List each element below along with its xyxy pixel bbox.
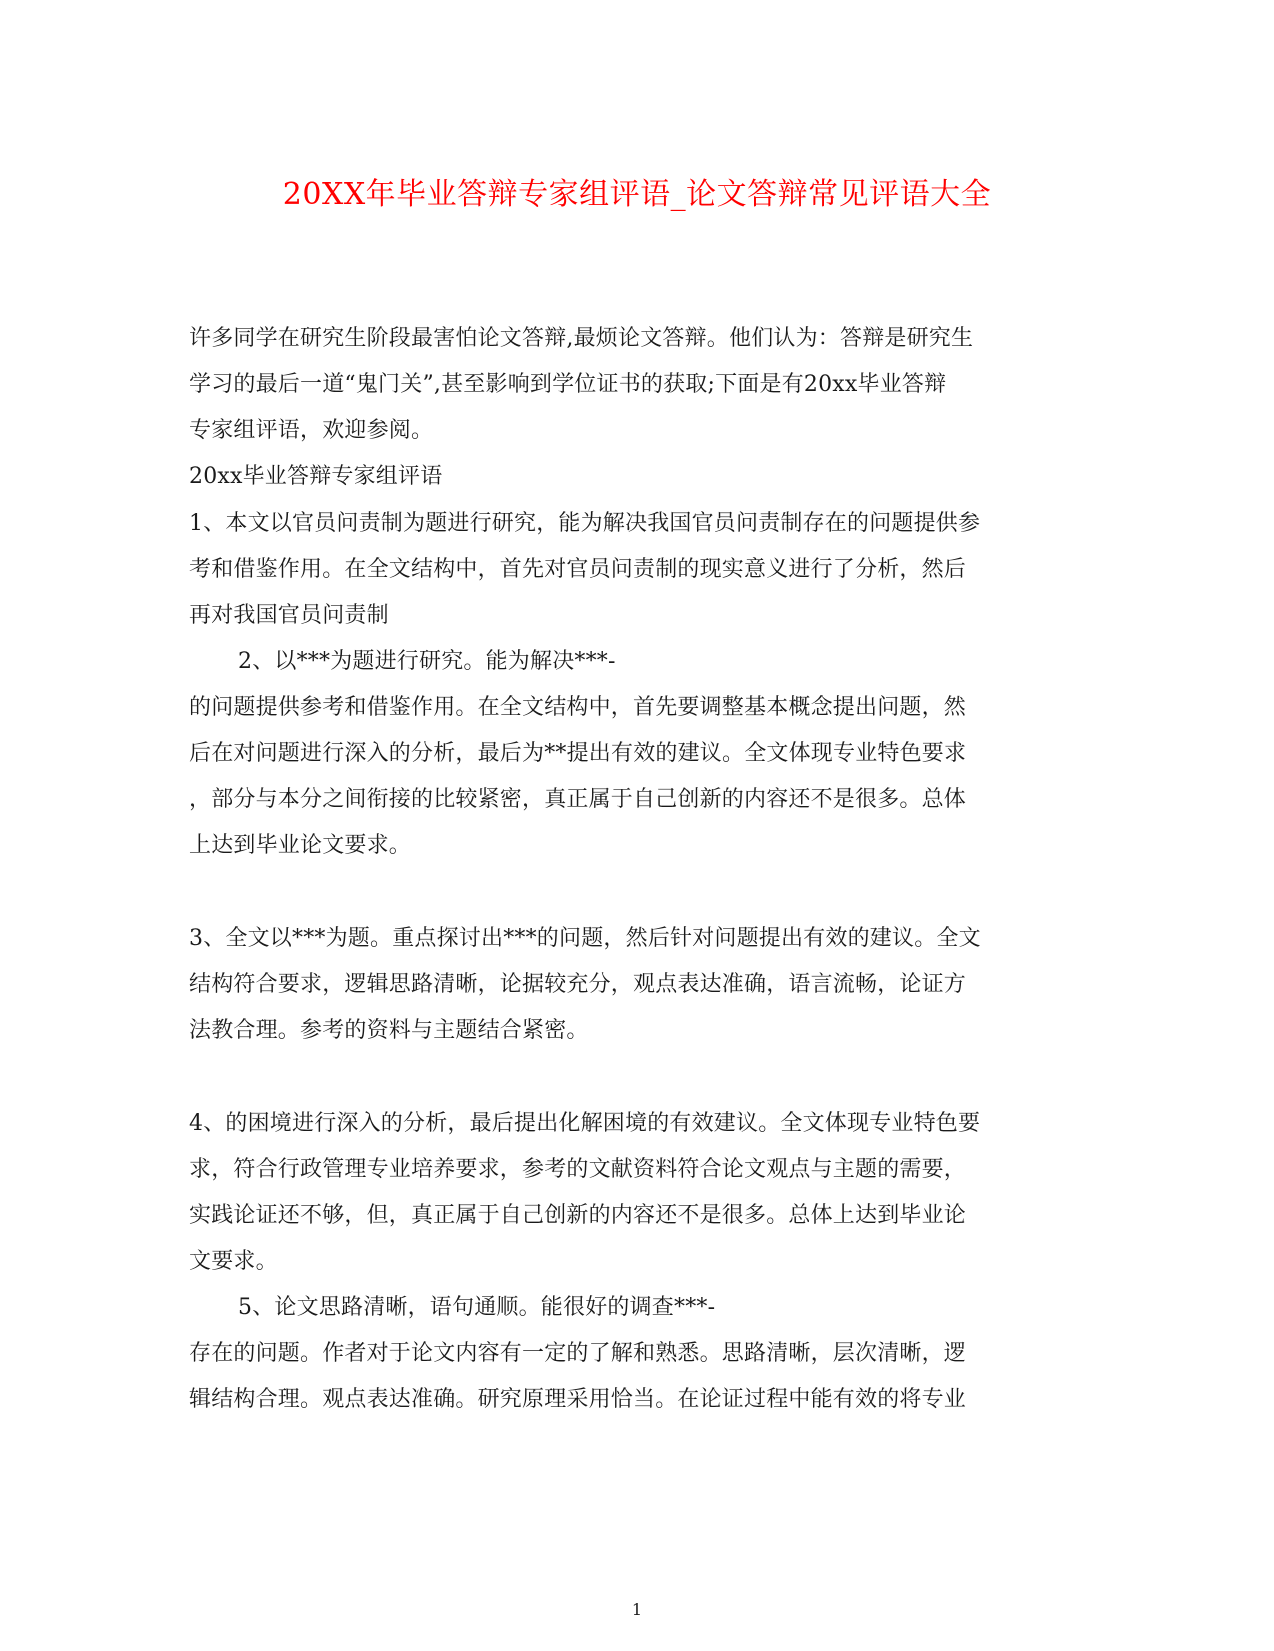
body-line: 法教合理。参考的资料与主题结合紧密。 <box>189 1018 589 1043</box>
body-line: 再对我国官员问责制 <box>189 603 389 628</box>
body-line: 辑结构合理。观点表达准确。研究原理采用恰当。在论证过程中能有效的将专业 <box>189 1387 967 1412</box>
body-line: 上达到毕业论文要求。 <box>189 833 412 858</box>
body-line: 实践论证还不够，但，真正属于自己创新的内容还不是很多。总体上达到毕业论 <box>189 1203 967 1228</box>
body-line: 专家组评语，欢迎参阅。 <box>189 418 434 443</box>
page-number: 1 <box>631 1600 643 1619</box>
body-line: 4、的困境进行深入的分析，最后提出化解困境的有效建议。全文体现专业特色要 <box>189 1111 981 1136</box>
body-line: 5、论文思路清晰，语句通顺。能很好的调查***- <box>238 1295 716 1320</box>
body-line: 求，符合行政管理专业培养要求，参考的文献资料符合论文观点与主题的需要， <box>189 1157 967 1182</box>
body-line: 后在对问题进行深入的分析，最后为**提出有效的建议。全文体现专业特色要求 <box>189 741 967 766</box>
body-line: 文要求。 <box>189 1249 278 1274</box>
body-line: 1、本文以官员问责制为题进行研究，能为解决我国官员问责制存在的问题提供参 <box>189 511 981 536</box>
section-heading: 20xx毕业答辩专家组评语 <box>189 464 443 489</box>
body-line: 存在的问题。作者对于论文内容有一定的了解和熟悉。思路清晰，层次清晰，逻 <box>189 1341 967 1366</box>
body-line: 许多同学在研究生阶段最害怕论文答辩,最烦论文答辩。他们认为：答辩是研究生 <box>189 326 974 351</box>
body-line: 3、全文以***为题。重点探讨出***的问题，然后针对问题提出有效的建议。全文 <box>189 926 981 951</box>
body-line: ，部分与本分之间衔接的比较紧密，真正属于自己创新的内容还不是很多。总体 <box>189 787 967 812</box>
document-title: 20XX年毕业答辩专家组评语_论文答辩常见评语大全 <box>282 177 992 212</box>
body-line: 考和借鉴作用。在全文结构中，首先对官员问责制的现实意义进行了分析，然后 <box>189 557 967 582</box>
body-line: 的问题提供参考和借鉴作用。在全文结构中，首先要调整基本概念提出问题，然 <box>189 695 967 720</box>
body-line: 2、以***为题进行研究。能为解决***- <box>238 649 616 674</box>
body-line: 结构符合要求，逻辑思路清晰，论据较充分，观点表达准确，语言流畅，论证方 <box>189 972 967 997</box>
body-line: 学习的最后一道“鬼门关”,甚至影响到学位证书的获取;下面是有20xx毕业答辩 <box>189 372 947 397</box>
